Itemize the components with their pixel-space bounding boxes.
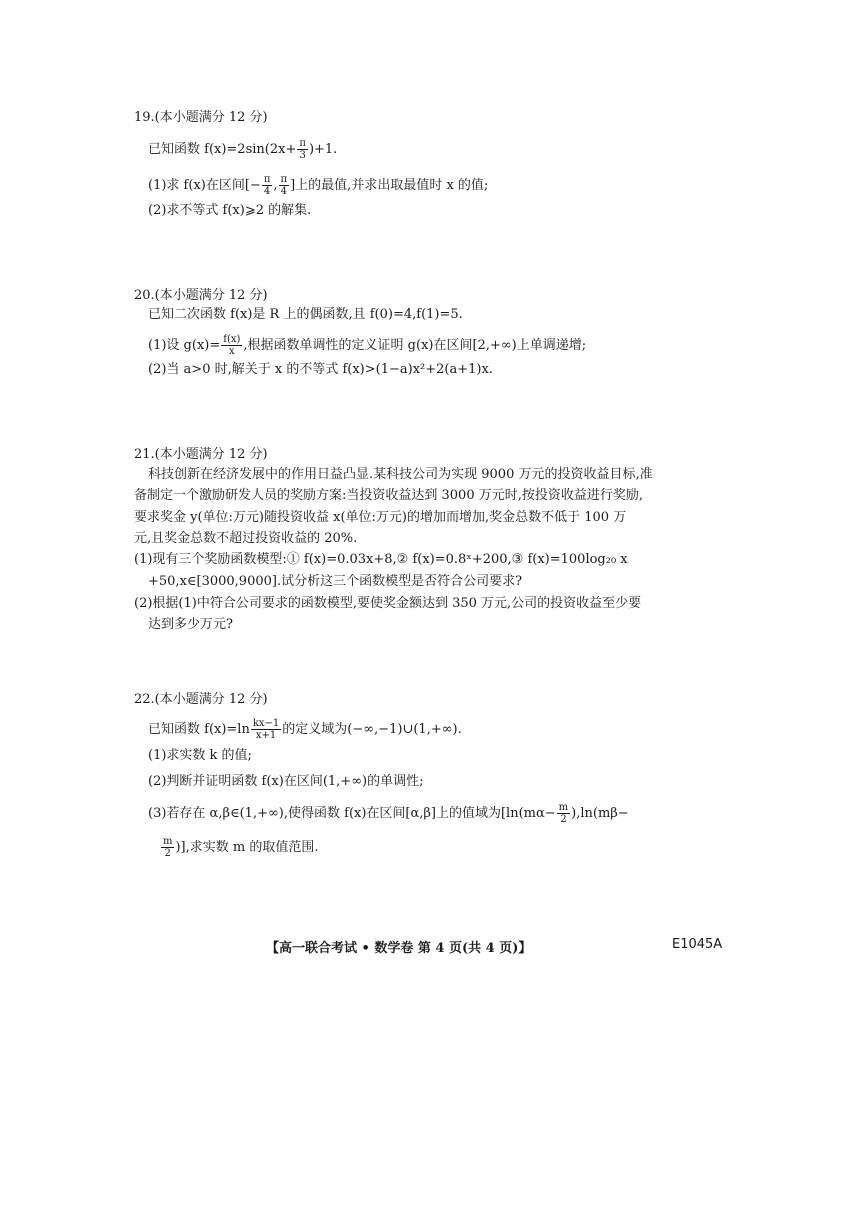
q21-header: 21.(本小题满分 12 分) [134, 447, 268, 462]
q21-line2: 备制定一个激励研发人员的奖励方案:当投资收益达到 3000 万元时,按投资收益进行奖励, [134, 488, 643, 503]
q21-part1a: (1)现有三个奖励函数模型:① f(x)=0.03x+8,② f(x)=0.8ˣ+200,③ f(x)=100log₂₀ x [134, 552, 628, 567]
q19-part1: (1)求 f(x)在区间[− $\frac{\pi}{4}$ , $\frac{\pi}{4}$ ]上的最值,并求出取最值时 x 的值; [148, 174, 489, 197]
q22-stem: 已知函数 f(x)=ln $\frac{kx-1}{x+1}$ 的定义域为(−∞,−1)∪(1,+∞). [148, 718, 462, 741]
q21-part2b: 达到多少万元? [148, 617, 233, 632]
q22-header: 22.(本小题满分 12 分) [134, 692, 268, 707]
q19-fraction: $\frac{\pi}{3}$ [299, 138, 306, 161]
q21-line1: 科技创新在经济发展中的作用日益凸显.某科技公司为实现 9000 万元的投资收益目标,准 [148, 467, 653, 482]
q20-part1: (1)设 g(x)= $\frac{f(x)}{x}$ ,根据函数单调性的定义证明 g(x)在区间[2,+∞)上单调递增; [148, 334, 587, 357]
q21-part1b: +50,x∈[3000,9000].试分析这三个函数模型是否符合公司要求? [148, 574, 523, 589]
q19-stem: 已知函数 f(x)=2sin(2x+ $\frac{\pi}{3}$ )+1. [148, 138, 338, 161]
q20-header: 20.(本小题满分 12 分) [134, 288, 268, 303]
q20-part2: (2)当 a>0 时,解关于 x 的不等式 f(x)>(1−a)x²+2(a+1)x. [148, 362, 493, 377]
q19-part2: (2)求不等式 f(x)⩾2 的解集. [148, 203, 312, 218]
q22-part2: (2)判断并证明函数 f(x)在区间(1,+∞)的单调性; [148, 774, 424, 789]
q22-part3-cont: $\frac{m}{2}$ )],求实数 m 的取值范围. [163, 836, 319, 859]
q19-header: 19.(本小题满分 12 分) [134, 110, 268, 125]
page-footer: 【高一联合考试 • 数学卷 第 4 页(共 4 页)】 [266, 941, 532, 956]
q21-part2a: (2)根据(1)中符合公司要求的函数模型,要使奖金额达到 350 万元,公司的投资收益至少要 [134, 596, 642, 611]
q20-stem: 已知二次函数 f(x)是 R 上的偶函数,且 f(0)=4,f(1)=5. [148, 307, 463, 322]
q22-part3: (3)若存在 α,β∈(1,+∞),使得函数 f(x)在区间[α,β]上的值域为[ln(mα− $\frac{m}{2}$ ),ln(mβ− [148, 802, 629, 825]
q21-line4: 元,且奖金总数不超过投资收益的 20%. [134, 531, 358, 546]
q22-part1: (1)求实数 k 的值; [148, 748, 252, 763]
paper-code: E1045A [672, 937, 723, 952]
q21-line3: 要求奖金 y(单位:万元)随投资收益 x(单位:万元)的增加而增加,奖金总数不低于 100 万 [134, 510, 627, 525]
